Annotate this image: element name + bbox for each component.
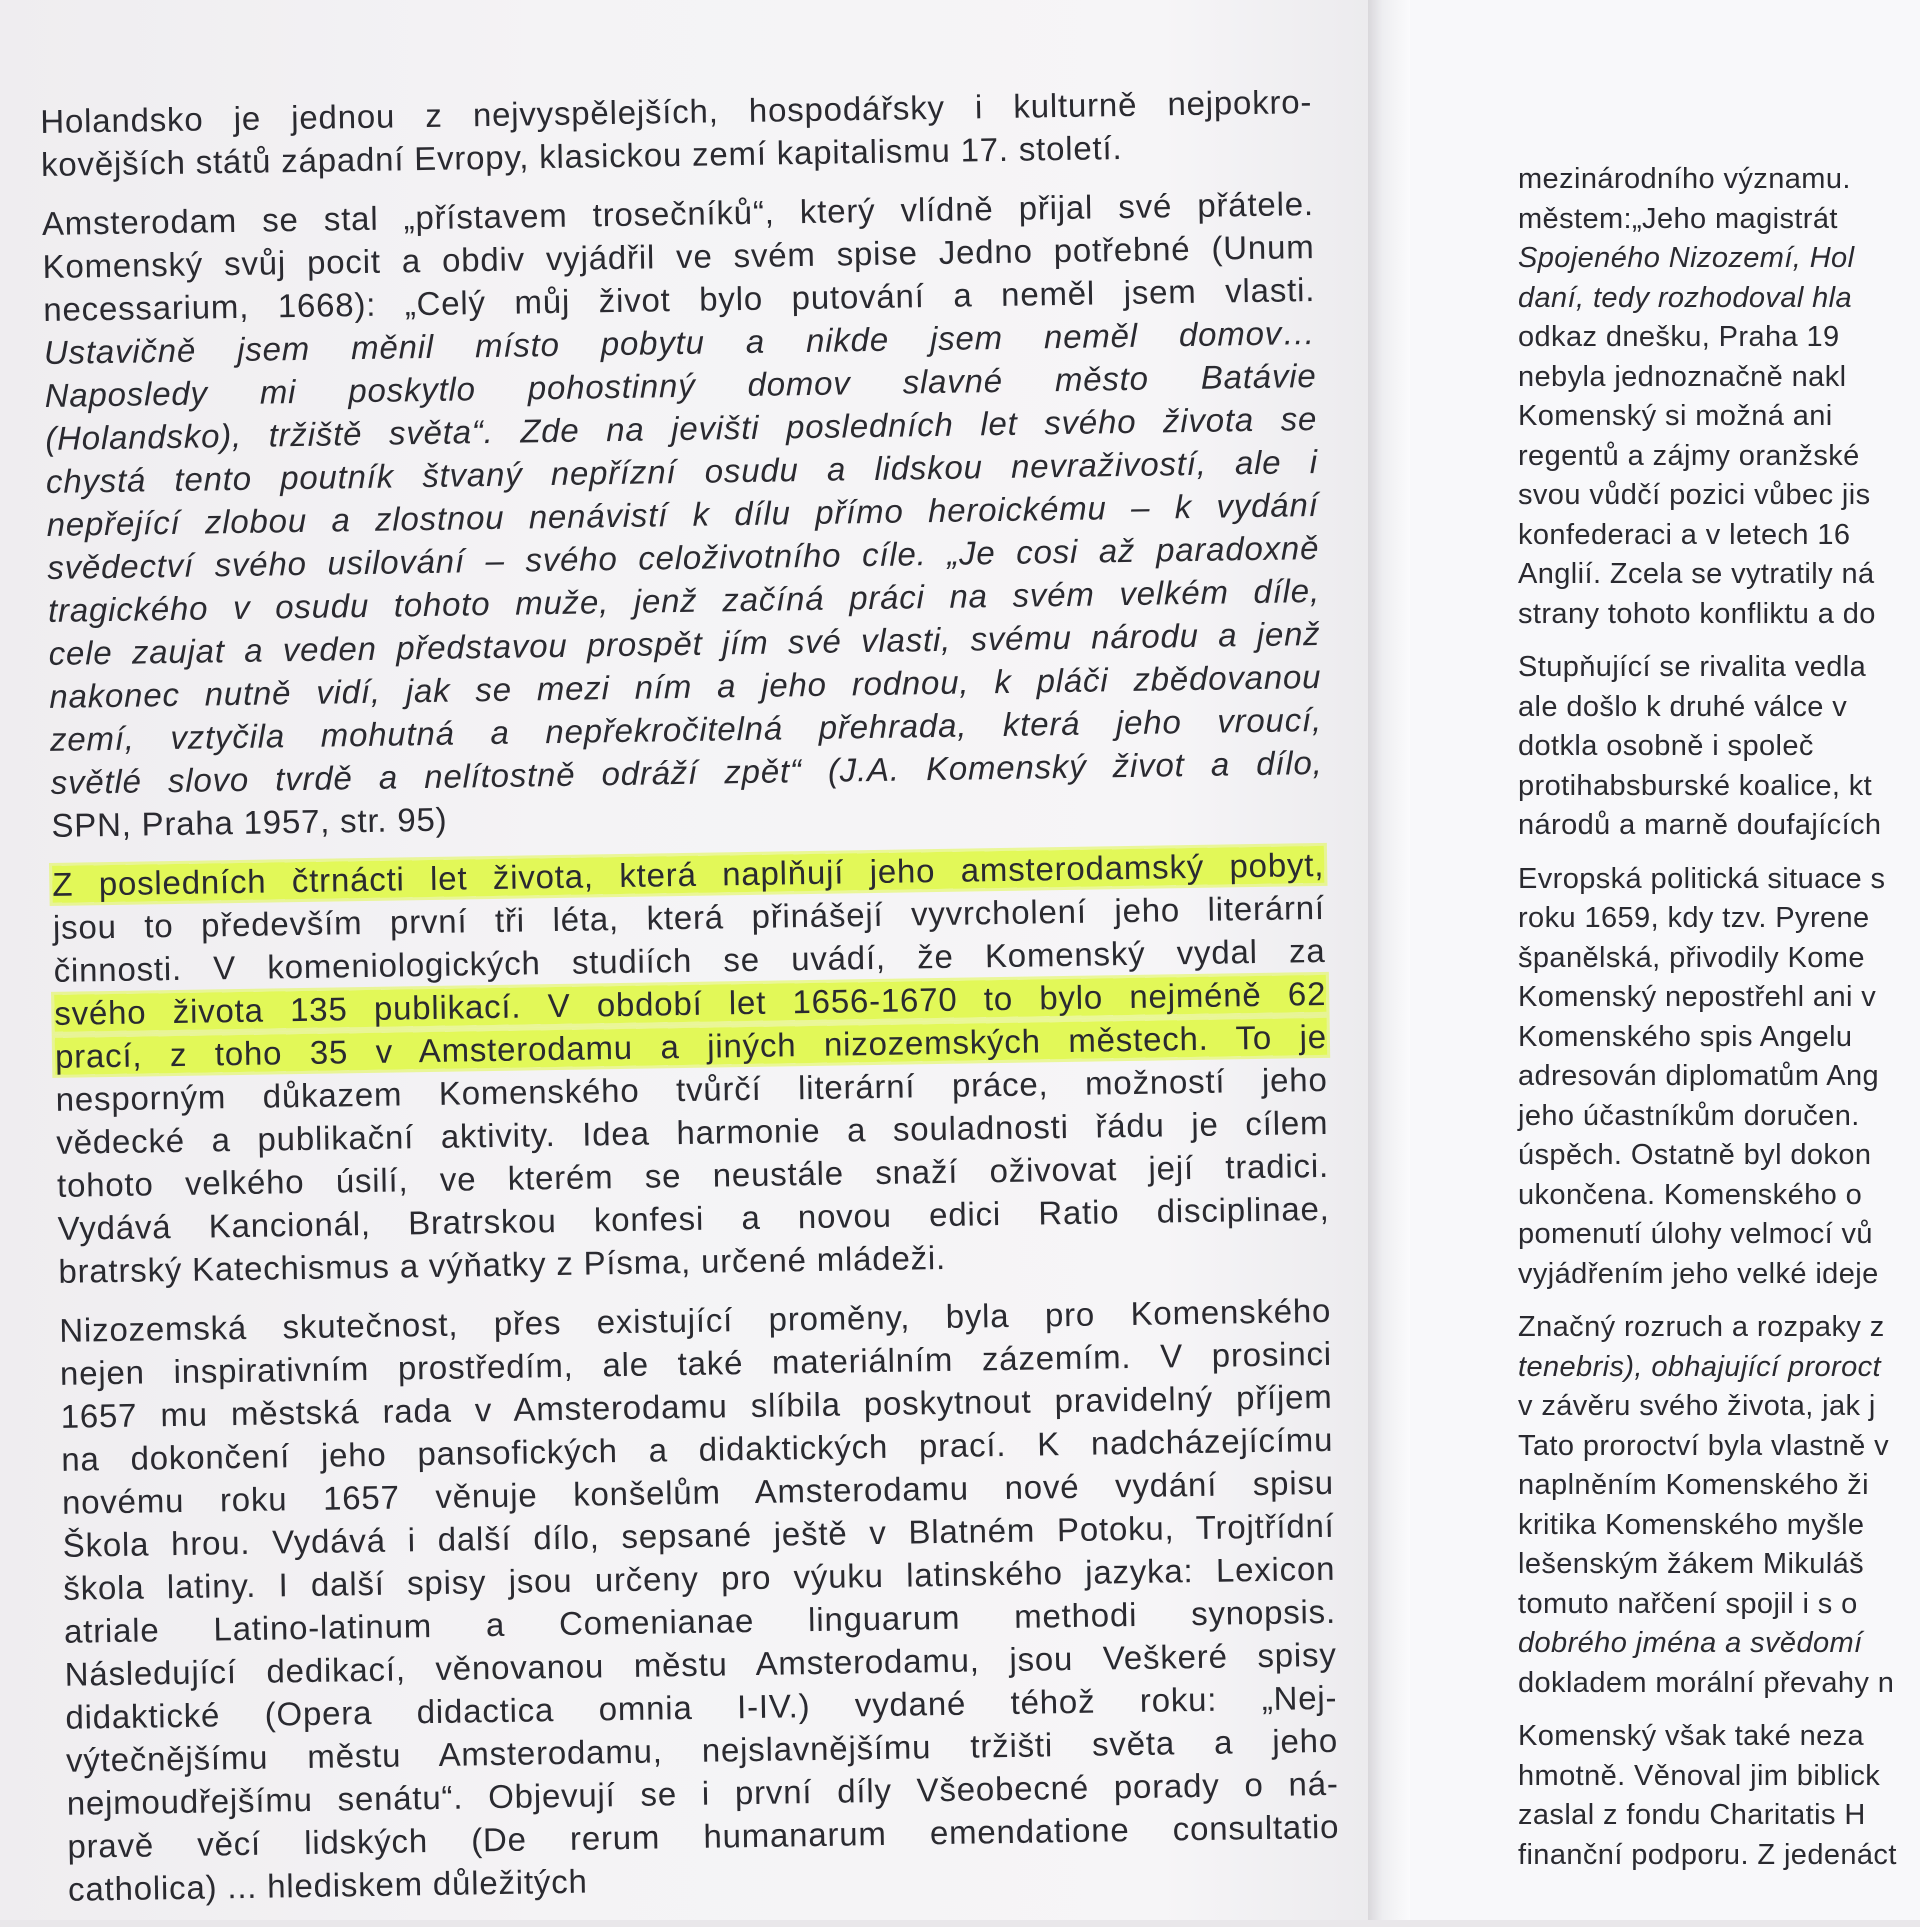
text-line: protihabsburské koalice, kt <box>1518 769 1873 802</box>
text-line: škola latiny. I další spisy jsou určeny pro výuku latinského jazyka: Lexicon <box>63 1549 1336 1607</box>
text-line: Evropská politická situace s <box>1518 862 1886 895</box>
text-line: hmotně. Věnoval jim biblick <box>1518 1759 1881 1792</box>
text-line: Komenský svůj pocit a obdiv vyjádřil ve svém spise Jedno potřebné (Unum <box>42 228 1315 285</box>
text-line-italic: nakonec nutně vidí, jak se mezi ním a jeho rodnou, k pláči zbědovanou <box>49 657 1322 715</box>
text-line: kovějších států západní Evropy, klasickou zemí kapitalismu 17. století. <box>40 129 1123 183</box>
text-line: městem:„Jeho magistrát <box>1518 202 1838 235</box>
paragraph <box>42 182 1324 847</box>
text-line: dokladem morální převahy n <box>1518 1666 1895 1699</box>
text-line: nejen inspirativním prostředím, ale také materiálním zázemím. V prosinci <box>59 1334 1333 1392</box>
text-line: mezinárodního významu. <box>1518 163 1851 195</box>
text-line: výtečnějšímu městu Amsterodamu, nejslavnějšímu tržišti světa a jeho <box>65 1721 1339 1779</box>
text-line: národů a marně doufajících <box>1518 809 1882 841</box>
highlighted-text: prací, z toho 35 v Amsterodamu a jiných nizozemských městech. To je <box>54 1017 1328 1075</box>
text-line: Amsterodam se stal „přístavem trosečníků“, který vlídně přijal své přátele. <box>41 185 1315 242</box>
paragraph <box>1518 860 1920 1295</box>
text-line: činnosti. V komeniologických studiích se uvádí, že Komenský vydal za <box>53 931 1326 989</box>
text-line: konfederaci a v letech 16 <box>1518 518 1851 551</box>
text-line: necessarium, 1668): „Celý můj život bylo putování a neměl jsem vlasti. <box>43 270 1316 328</box>
text-line: Vydává Kancionál, Bratrskou konfesi a novou edici Ratio disciplinae, <box>57 1189 1330 1247</box>
text-line: catholica) ... hlediskem důležitých <box>67 1862 588 1908</box>
text-line: nebyla jednoznačně nakl <box>1518 360 1847 393</box>
paragraph <box>1518 1717 1920 1875</box>
highlighted-text: svého života 135 publikací. V období let 1656-1670 to bylo nejméně 62 <box>54 974 1327 1032</box>
text-line: vyjádřením jeho velké ideje <box>1518 1257 1879 1290</box>
text-line: kritika Komenského myšle <box>1518 1508 1865 1541</box>
text-line-italic: světlé slovo tvrdě a nelítostně odráží zpět“ (J.A. Komenský život a dílo, <box>50 743 1323 801</box>
text-line: ukončena. Komenského o <box>1518 1178 1863 1211</box>
text-line <box>1518 239 1920 279</box>
text-line: odkaz dnešku, Praha 19 <box>1518 321 1840 353</box>
text-line: roku 1659, kdy tzv. Pyrene <box>1518 902 1870 934</box>
text-line-italic: Spojeného Nizozemí, Hol <box>1518 242 1855 274</box>
text-line-italic: tragického v osudu tohoto muže, jenž začíná práci na svém velkém díle, <box>47 571 1321 629</box>
text-line: pravě věcí lidských (De rerum humanarum emendatione consultatio <box>67 1807 1340 1865</box>
text-line: ale došlo k druhé válce v <box>1518 690 1848 723</box>
text-line: jsou to především první tři léta, která přinášejí vyvrcholení jeho literární <box>52 888 1326 946</box>
text-line-italic: cele zaujat a veden představou prospět jím své vlasti, svému národu a jenž <box>48 614 1321 672</box>
text-line: SPN, Praha 1957, str. 95) <box>51 800 448 844</box>
text-line: Holandsko je jednou z nejvyspělejších, hospodářsky i kulturně nejpokro- <box>40 83 1313 140</box>
text-line: didaktické (Opera didactica omnia I-IV.) vydané téhož roku: „Nej- <box>65 1678 1338 1736</box>
text-line <box>1518 1348 1920 1388</box>
text-line-italic: zemí, vztyčila mohutná a nepřekročitelná přehrada, která jeho vroucí, <box>49 700 1323 758</box>
text-line: regentů a zájmy oranžské <box>1518 439 1860 472</box>
text-line: strany tohoto konfliktu a do <box>1518 597 1876 630</box>
text-line: jeho účastníkům doručen. <box>1518 1099 1860 1132</box>
text-line: úspěch. Ostatně byl dokon <box>1518 1139 1872 1171</box>
paragraph <box>1518 160 1920 634</box>
text-line: nejmoudřejšímu senátu“. Objevují se i první díly Všeobecné porady o ná- <box>66 1764 1339 1822</box>
text-line <box>1518 1624 1920 1664</box>
text-line-italic: dobrého jména a svědomí <box>1518 1627 1863 1659</box>
text-line: Nizozemská skutečnost, přes existující proměny, byla pro Komenského <box>59 1291 1332 1349</box>
text-line: Komenský však také neza <box>1518 1720 1865 1752</box>
text-line: svou vůdčí pozici vůbec jis <box>1518 479 1871 511</box>
text-line: pomenutí úlohy velmocí vů <box>1518 1218 1873 1250</box>
text-line-italic: tenebris), obhajující proroct <box>1518 1350 1881 1383</box>
text-line: Komenského spis Angelu <box>1518 1020 1853 1053</box>
text-line-italic: (Holandsko), tržiště světa“. Zde na jevišti posledních let svého života se <box>45 399 1318 457</box>
text-line: Stupňující se rivalita vedla <box>1518 651 1867 683</box>
left-text-column <box>40 80 1341 1927</box>
book-gutter <box>1368 0 1410 1920</box>
text-line: dotkla osobně i společ <box>1518 730 1814 762</box>
text-line-italic: Naposledy mi poskytlo pohostinný domov slavné město Batávie <box>44 356 1317 414</box>
text-line: vědecké a publikační aktivity. Idea harmonie a souladnosti řádu je cílem <box>56 1103 1329 1161</box>
text-line-italic: nepřející zlobou a zlostnou nenávistí k dílu přímo heroickému – k vydání <box>46 485 1319 543</box>
text-line: lešenským žákem Mikuláš <box>1518 1548 1865 1580</box>
right-text-column <box>1518 160 1920 1889</box>
text-line-italic: svědectví svého usilování – svého celoživotního cíle. „Je cosi až paradoxně <box>47 528 1320 586</box>
text-line: naplněním Komenského ži <box>1518 1469 1869 1501</box>
text-line: finanční podporu. Z jedenáct <box>1518 1838 1897 1871</box>
text-line: 1657 mu městská rada v Amsterodamu slíbila poskytnout pravidelný příjem <box>60 1377 1333 1435</box>
text-line: atriale Latino-latinum a Comenianae linguarum methodi synopsis. <box>63 1592 1337 1650</box>
text-line: tomuto nařčení spojil i s o <box>1518 1587 1858 1620</box>
paragraph <box>1518 1308 1920 1703</box>
text-line: na dokončení jeho pansofických a didaktických prací. K nadcházejícímu <box>61 1420 1334 1478</box>
text-line: Komenský si možná ani <box>1518 400 1833 432</box>
text-line: Anglií. Zcela se vytratily ná <box>1518 558 1875 590</box>
paragraph <box>1518 648 1920 846</box>
text-line: novému roku 1657 věnuje konšelům Amsterodamu nové vydání spisu <box>61 1463 1335 1521</box>
text-line-italic: chystá tento poutník štvaný nepřízní osudu a lidskou nevraživostí, ale i <box>45 442 1319 500</box>
text-line: Tato proroctví byla vlastně v <box>1518 1429 1890 1462</box>
text-line: v závěru svého života, jak j <box>1518 1390 1876 1422</box>
highlighted-text: Z posledních čtrnácti let života, která naplňují jeho amsterodamský pobyt, <box>52 845 1325 903</box>
text-line: bratrský Katechismus a výňatky z Písma, určené mládeži. <box>58 1238 947 1290</box>
text-line: tohoto velkého úsilí, ve kterém se neustále snaží oživovat její tradici. <box>56 1146 1330 1204</box>
paragraph <box>52 843 1331 1293</box>
text-line: adresován diplomatům Ang <box>1518 1060 1880 1092</box>
text-line: Škola hrou. Vydává i další dílo, sepsané ještě v Blatném Potoku, Trojtřídní <box>62 1506 1335 1564</box>
text-line: Následující dedikací, věnovanou městu Amsterodamu, jsou Veškeré spisy <box>64 1635 1337 1693</box>
text-line <box>1518 279 1920 319</box>
text-line-italic: daní, tedy rozhodoval hla <box>1518 281 1853 314</box>
text-line: Značný rozruch a rozpaky z <box>1518 1311 1885 1343</box>
paragraph <box>59 1289 1340 1911</box>
text-line: nesporným důkazem Komenského tvůrčí literární práce, možností jeho <box>55 1060 1328 1118</box>
text-line-italic: Ustavičně jsem měnil místo pobytu a nikde jsem neměl domov… <box>43 313 1317 371</box>
text-line: španělská, přivodily Kome <box>1518 941 1865 974</box>
text-line: Komenský nepostřehl ani v <box>1518 981 1877 1013</box>
text-line: zaslal z fondu Charitatis H <box>1518 1799 1866 1831</box>
